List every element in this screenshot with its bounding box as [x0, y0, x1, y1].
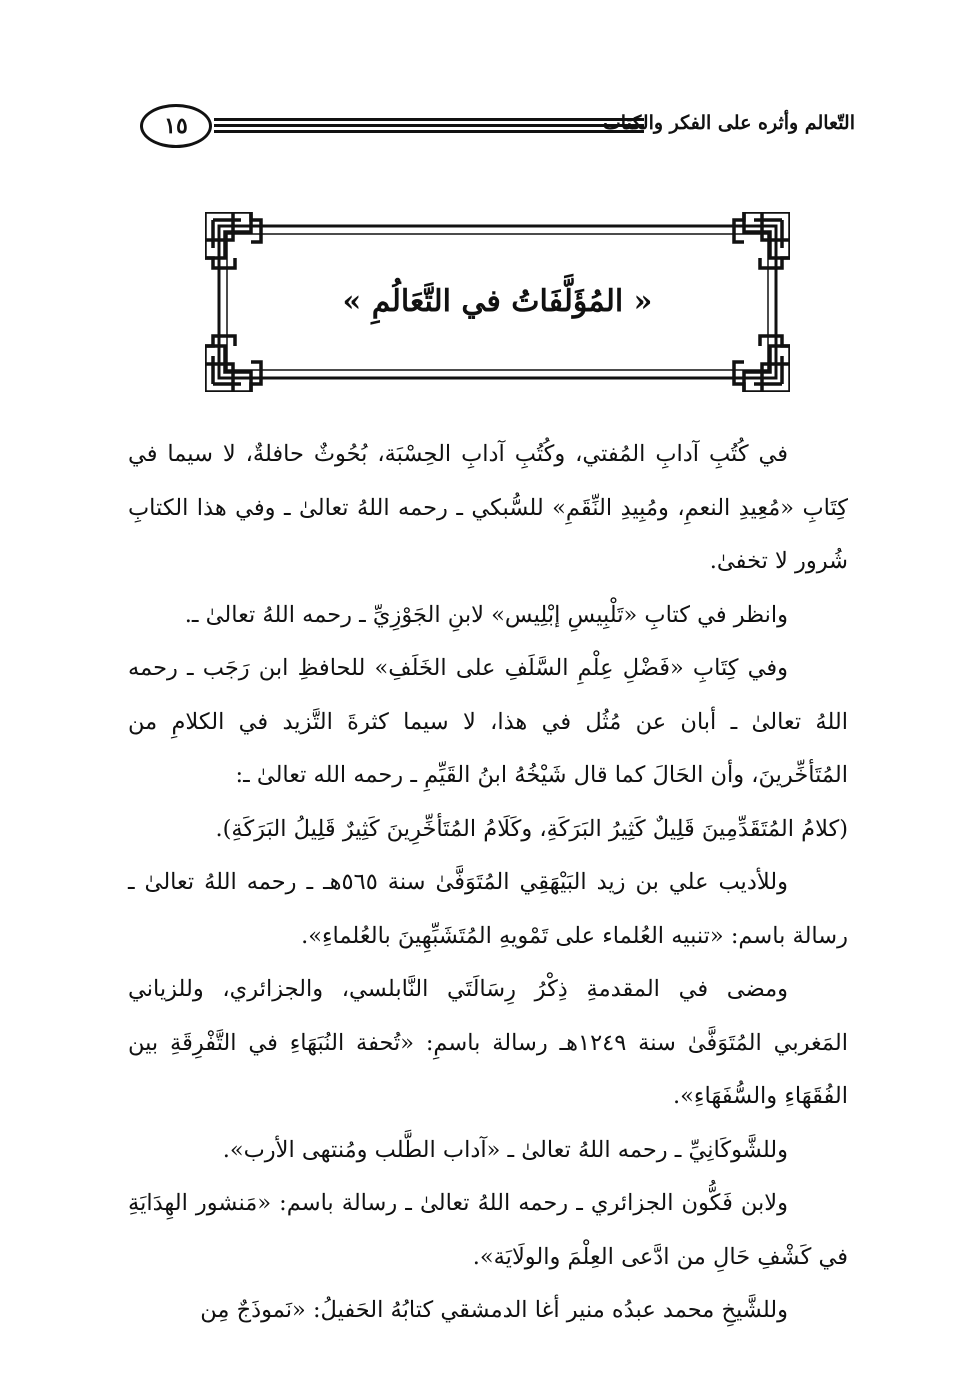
body-text: [128, 428, 848, 1338]
paragraph: وفي كِتَابِ «فَضْلِ عِلْمِ السَّلَفِ على الخَلَفِ» للحافظِ ابن رَجَب ـ رحمه اللهُ تعالىٰ ـ أبان عن مُثُل في هذا، لا سيما كثرةَ التَّزيد في الكلامِ من المُتَأخِّرينَ، وأن الحَالَ كما قال شَيْخُهُ ابنُ القَيِّمِ ـ رحمه الله تعالىٰ ـ:: [128, 655, 848, 788]
paragraph: وللشَّيخِ محمد عبدُه منير أغا الدمشقي كتابُهُ الحَفيلُ: «نَموذَجٌ مِن: [200, 1297, 788, 1323]
paragraph: ولابن فَكُّون الجزائري ـ رحمه اللهُ تعالىٰ ـ رسالة باسم: «مَنشور الهِدَايَةِ في كَشْفِ حَالِ من ادَّعى العِلْمَ والولَايَة».: [128, 1190, 848, 1270]
quotation: (كلامُ المُتَقَدِّمِينَ قَلِيلٌ كَثِيرُ البَرَكَةِ، وكَلَامُ المُتَأخِّرِينَ كَثِيرٌ قَلِيلُ البَرَكَةِ).: [215, 815, 848, 842]
paragraph: وللأديب علي بن زيد البَيْهَقِي المُتَوَفَّىٰ سنة ٥٦٥هـ ـ رحمه اللهُ تعالىٰ ـ رسالة باسم: «تنبيه العُلماء على تَمْويهِ المُتَشَبِّهِينَ بالعُلماءِ».: [128, 869, 848, 949]
section-title: « المُؤَلَّفَاتُ في التَّعَالُمِ »: [342, 284, 653, 319]
paragraph: وللشَّوكَانِيِّ ـ رحمه اللهُ تعالىٰ ـ «آداب الطَّلب ومُنتهى الأرب».: [222, 1136, 788, 1163]
paragraph: في كُتُبِ آدابِ المُفتي، وكُتُبِ آدابِ الحِسْبَة، بُحُوثٌ حافلةٌ، لا سيما في كِتَابِ «مُعِيدِ النعمِ، ومُبِيدِ النِّقَمِ» للسُّبكي ـ رحمه اللهُ تعالىٰ ـ وفي هذا الكتابِ شُرور لا تخفىٰ.: [128, 441, 848, 574]
running-title: التّعالم وأثره على الفكر والكتاب: [602, 112, 855, 134]
paragraph: وانظر في كتابِ «تَلْبِيسِ إبْلِيس» لابنِ الجَوْزِيِّ ـ رحمه اللهُ تعالىٰ ـ.: [184, 601, 788, 628]
paragraph: ومضى في المقدمةِ ذِكْرُ رِسَالَتَي النَّابلسي، والجزائري، وللزياني المَغربي المُتَوَفَّىٰ سنة ١٢٤٩هـ رسالة باسمِ: «تُحفة النُبَهَاءِ في التَّفْرِقَةِ بين الفُقَهَاءِ والسُّفَهَاءِ».: [128, 976, 848, 1109]
page-number: ١٥: [140, 104, 212, 148]
title-ornament-frame: [205, 212, 790, 392]
header-rule-lines: [214, 118, 644, 136]
running-header: [140, 96, 855, 156]
